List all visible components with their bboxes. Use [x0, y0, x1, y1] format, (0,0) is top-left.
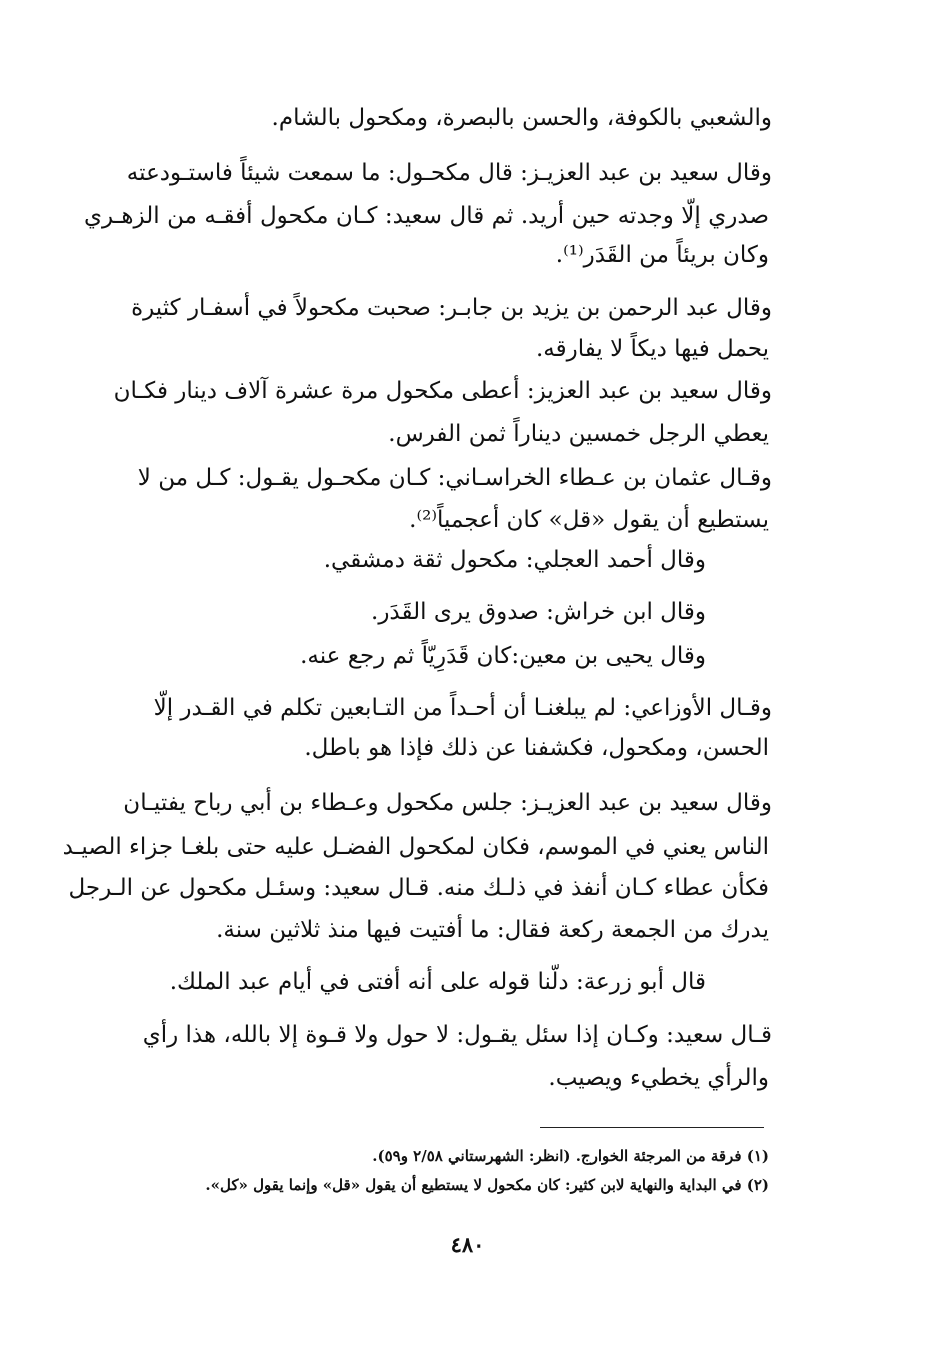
text-line: وقال سعيد بن عبد العزيـز: قال مكحـول: ما سمعت شيئاً فاستـودعته — [126, 160, 772, 186]
text-line: قال أبو زرعة: دلّنا قوله على أنه أفتى في أيام عبد الملك. — [169, 969, 706, 995]
text-line: وقال عبد الرحمن بن يزيد بن جابـر: صحبت مكحولاً في أسفـار كثيرة — [131, 295, 772, 321]
text-line: وقـال الأوزاعي: لم يبلغنـا أن أحـداً من التـابعين تكلم في القـدر إلّا — [153, 695, 772, 721]
text-line: وقال يحيى بن معين:كان قَدَرِيّاً ثم رجع عنه. — [300, 643, 706, 669]
text-line: والشعبي بالكوفة، والحسن بالبصرة، ومكحول بالشام. — [271, 105, 772, 131]
text-line: قـال سعيد: وكـان إذا سئل يقـول: لا حول ولا قـوة إلا بالله، هذا رأي — [142, 1022, 772, 1048]
text-line: يدرك من الجمعة ركعة فقال: ما أفتيت فيها منذ ثلاثين سنة. — [216, 917, 769, 943]
text-line: وقال سعيد بن عبد العزيز: أعطى مكحول مرة عشرة آلاف دينار فكـان — [113, 378, 772, 404]
footnote-separator — [540, 1127, 764, 1128]
page-number: ٤٨٠ — [450, 1232, 485, 1257]
text-line: وقال سعيد بن عبد العزيـز: جلس مكحول وعـطاء بن أبي رباح يفتيـان — [123, 790, 772, 816]
text-line: الحسن، ومكحول، فكشفنا عن ذلك فإذا هو باطل. — [304, 735, 769, 761]
text-line: يستطيع أن يقول «قل» كان أعجمياً⁽²⁾. — [409, 507, 769, 533]
text-line: فكأن عطاء كـان أنفذ في ذلـك منه. قـال سعيد: وسئـل مكحول عن الـرجل — [68, 875, 769, 901]
text-line: يحمل فيها ديكاً لا يفارقه. — [535, 336, 769, 362]
footnote: (١) فرقة من المرجئة الخوارج. (انظر: الشهرستاني ٢/٥٨ و٥٩). — [372, 1147, 769, 1165]
text-line: وقـال عثمان بن عـطاء الخراسـاني: كـان مكحـول يقـول: كـل من لا — [137, 465, 772, 491]
text-line: وكان بريئاً من القَدَر⁽¹⁾. — [555, 242, 769, 268]
text-line: وقال أحمد العجلي: مكحول ثقة دمشقي. — [323, 547, 706, 573]
text-line: وقال ابن خراش: صدوق يرى القَدَر. — [371, 599, 706, 625]
footnote: (٢) في البداية والنهاية لابن كثير: كان مكحول لا يستطيع أن يقول «قل» وإنما يقول «كل». — [205, 1176, 769, 1194]
text-line: صدري إلّا وجدته حين أريد. ثم قال سعيد: كـان مكحول أفقـه من الزهـري — [84, 203, 769, 229]
text-line: الناس يعني في الموسم، فكان لمكحول الفضـل عليه حتى بلغـا جزاء الصيـد — [62, 834, 769, 860]
text-line: والرأي يخطيء ويصيب. — [548, 1065, 769, 1091]
text-line: يعطي الرجل خمسين ديناراً ثمن الفرس. — [388, 421, 769, 447]
